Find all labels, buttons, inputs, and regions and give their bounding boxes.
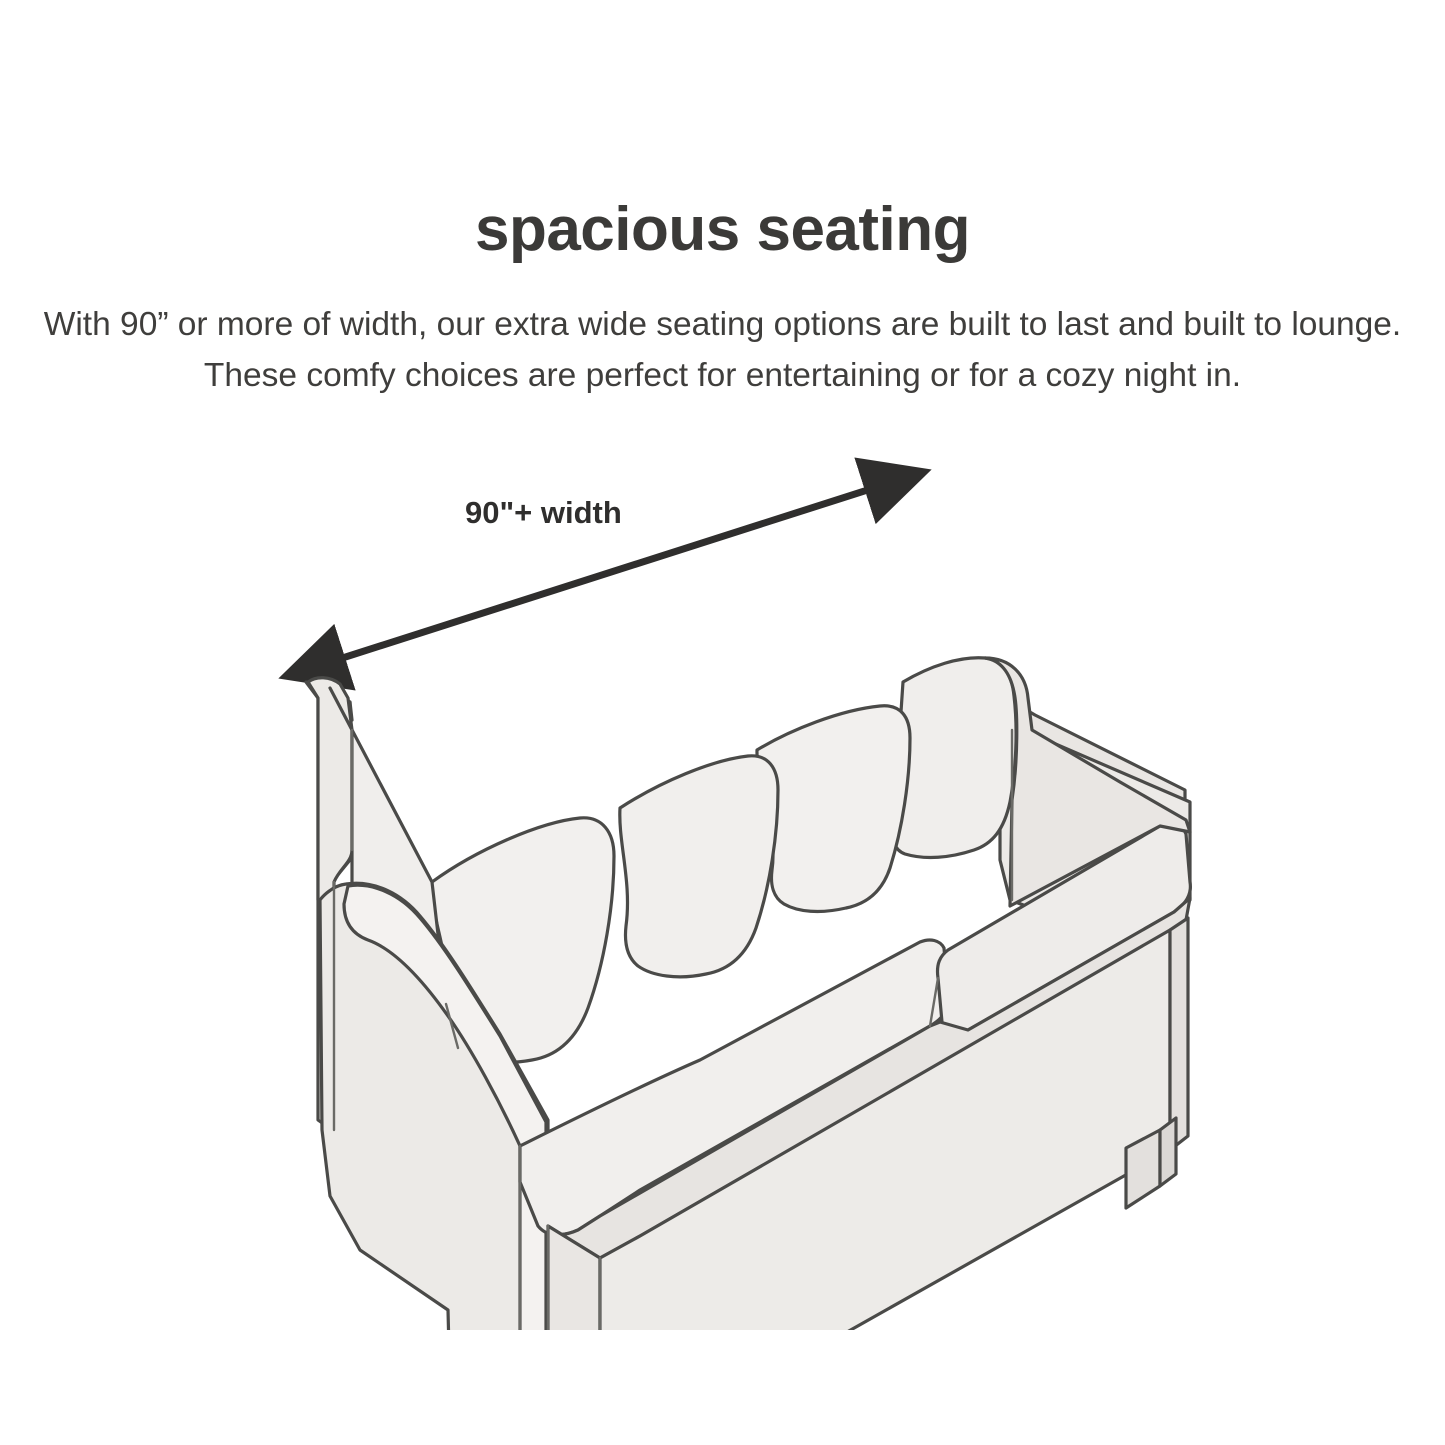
width-dimension-arrow	[305, 478, 905, 670]
width-dimension-label: 90"+ width	[465, 495, 622, 530]
description-line-2: These comfy choices are perfect for entertaining or for a cozy night in.	[203, 356, 1242, 394]
description-line-1: With 90” or more of width, our extra wide seating options are built to last and built to lounge.	[43, 306, 1402, 343]
page-title: spacious seating	[474, 195, 971, 264]
sofa-illustration	[0, 430, 1445, 1330]
sofa-body	[306, 658, 1190, 1330]
sofa-diagram-svg	[0, 430, 1445, 1330]
sofa-right-block	[1170, 918, 1188, 1150]
description-text	[0, 300, 1445, 402]
sofa-leg-back-right	[1160, 1118, 1176, 1186]
